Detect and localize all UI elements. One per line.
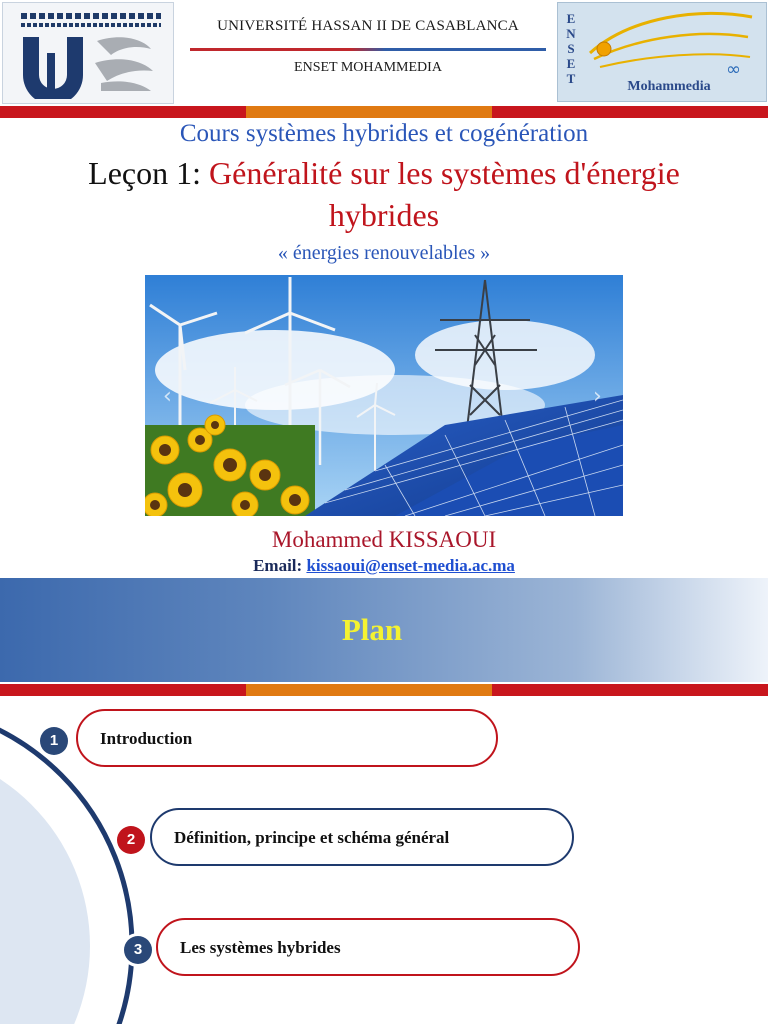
renewable-energy-photo bbox=[145, 275, 623, 516]
email-link[interactable]: kissaoui@enset-media.ac.ma bbox=[306, 556, 515, 575]
uh2-logo-mark bbox=[17, 33, 163, 99]
enset-logo-city: Mohammedia bbox=[627, 79, 711, 94]
university-latin-name-mark bbox=[21, 23, 161, 27]
enset-logo bbox=[557, 2, 767, 102]
header-divider-bar bbox=[0, 106, 768, 118]
enset-logo-letters bbox=[564, 11, 578, 86]
school-name: ENSET MOHAMMEDIA bbox=[294, 60, 442, 75]
enset-letter: T bbox=[566, 71, 576, 86]
carousel-prev-icon[interactable]: ‹ bbox=[163, 384, 172, 409]
plan-item-label: Définition, principe et schéma général bbox=[174, 828, 450, 847]
email-separator: : bbox=[296, 556, 307, 575]
header-title-underline bbox=[190, 48, 546, 51]
slide-header bbox=[0, 0, 768, 104]
divider-segment-orange bbox=[246, 106, 492, 118]
course-title: Cours systèmes hybrides et cogénération bbox=[179, 120, 589, 147]
enset-letter: E bbox=[566, 56, 576, 71]
plan-title: Plan bbox=[341, 612, 403, 647]
plan-item-hybrid-systems[interactable] bbox=[156, 918, 580, 976]
carousel-next-icon[interactable]: › bbox=[593, 384, 602, 409]
divider-segment-red bbox=[492, 106, 768, 118]
plan-slide bbox=[0, 578, 768, 1024]
university-arabic-name-mark bbox=[21, 13, 161, 19]
lesson-prefix: Leçon 1: bbox=[88, 155, 210, 191]
divider-segment-orange bbox=[246, 684, 492, 696]
university-name: UNIVERSITÉ HASSAN II DE CASABLANCA bbox=[217, 18, 519, 34]
divider-segment-red bbox=[0, 684, 246, 696]
enset-letter: N bbox=[566, 26, 576, 41]
email-row bbox=[0, 556, 768, 576]
lesson-name: Généralité sur les systèmes d'énergie hybrides bbox=[209, 155, 680, 233]
plan-item-number: 1 bbox=[40, 727, 68, 755]
plan-item-introduction[interactable] bbox=[76, 709, 498, 767]
plan-banner bbox=[0, 578, 768, 682]
plan-item-label: Introduction bbox=[100, 729, 193, 748]
lesson-subtitle: « énergies renouvelables » bbox=[277, 242, 491, 264]
divider-segment-red bbox=[492, 684, 768, 696]
plan-item-label: Les systèmes hybrides bbox=[180, 938, 341, 957]
plan-item-number: 2 bbox=[117, 826, 145, 854]
svg-text:∞: ∞ bbox=[726, 59, 741, 77]
university-logo bbox=[2, 2, 174, 104]
divider-segment-red bbox=[0, 106, 246, 118]
enset-letter: E bbox=[566, 11, 576, 26]
plan-item-definition[interactable] bbox=[150, 808, 574, 866]
enset-letter: S bbox=[567, 41, 575, 56]
plan-divider-bar bbox=[0, 684, 768, 696]
enset-logo-swoosh bbox=[580, 7, 760, 77]
plan-item-number: 3 bbox=[124, 936, 152, 964]
author-name: Mohammed KISSAOUI bbox=[271, 527, 497, 552]
lesson-title bbox=[40, 152, 728, 236]
email-label: Email bbox=[253, 556, 297, 575]
